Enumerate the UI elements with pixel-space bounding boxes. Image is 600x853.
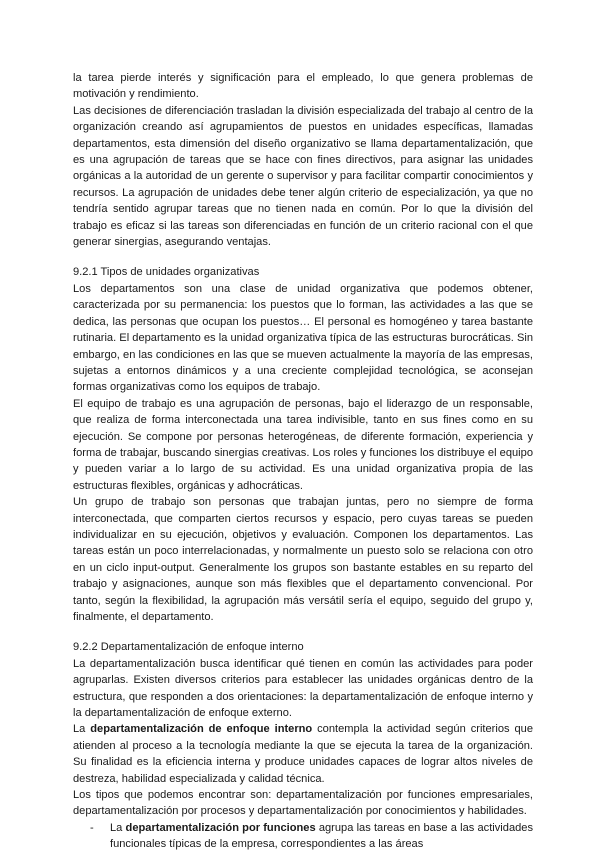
paragraph-work-team: El equipo de trabajo es una agrupación de personas, bajo el liderazgo de un responsable, que realiza de forma interconectada una tarea indivisible, tanto en sus fines como en su ejecución. Se compone por personas heterogéneas, de diferente formación, experiencia y forma de trabajar, buscando sinergias creativas. Los roles y funciones los distribuye el equipo y pueden variar a lo largo de su actividad. Es una unidad organizativa propia de las estructuras flexibles, orgánicas y adhocráticas.	[73, 397, 533, 492]
bold-term-functions: departamentalización por funciones	[125, 821, 316, 834]
text-run: contempla la actividad según criterios que atienden al proceso a la tecnología mediante la que se ejecuta la tarea de la organización. Su finalidad es la eficiencia interna y produce unidades capaces de lograr altos niveles de destreza, habilidad especializada y calidad técnica.	[73, 723, 533, 785]
text-run: agrupa las tareas en base a las actividades funcionales típicas de la empresa, correspondientes a las áreas	[110, 821, 534, 851]
section-heading-9-2-1: 9.2.1 Tipos de unidades organizativas	[73, 266, 260, 279]
paragraph-internal-focus	[73, 721, 533, 787]
bold-term-internal-focus: departamentalización de enfoque interno	[90, 723, 313, 736]
list-dash: -	[90, 821, 94, 834]
paragraph-differentiation: Las decisiones de diferenciación trasladan la división especializada del trabajo al centro de la organización creando así agrupamientos de puestos en unidades específicas, llamadas departamentos, esta dimensión del diseño organizativo se llama departamentalización, que es una agrupación de tareas que se hace con fines directivos, para asignar las unidades orgánicas a la autoridad de un gerente o supervisor y para facilitar compartir conocimientos y recursos. La agrupación de unidades debe tener algún criterio de especialización, ya que no tendría sentido agrupar tareas que no tienen nada en común. Por lo que la división del trabajo es eficaz si las tareas son diferenciadas en función de un criterio racional con el que generar sinergias, asegurando ventajas.	[73, 104, 533, 249]
paragraph-types: Los tipos que podemos encontrar son: departamentalización por funciones empresariales, departamentalización por procesos y departamentalización por conocimientos y habilidades.	[73, 789, 533, 818]
paragraph-departmentalization: La departamentalización busca identificar qué tienen en común las actividades para poder agruparlas. Existen diversos criterios para establecer las unidades orgánicas dentro de la estructura, que responden a dos orientaciones: la departamentalización de enfoque interno y la departamentalización de enfoque externo.	[73, 657, 533, 720]
text-run: La	[73, 723, 91, 736]
spacer	[73, 250, 533, 264]
paragraph-work-group: Un grupo de trabajo son personas que trabajan juntas, pero no siempre de forma interconectada, que comparten ciertos recursos y espacio, pero cuyas tareas se pueden individualizar en su ejecución, objetivos y evaluación. Componen los departamentos. Las tareas están un poco interrelacionadas, y normalmente un puesto solo se relaciona con otro en un ciclo input-output. Generalmente los grupos son bastante estables en su reparto del trabajo y asignaciones, aunque son más flexibles que el departamento convencional. Por tanto, según la flexibilidad, la agrupación más versátil sería el equipo, seguido del grupo y, finalmente, el departamento.	[73, 496, 533, 623]
spacer	[73, 625, 533, 639]
text-run: La	[110, 821, 126, 834]
document-page	[73, 70, 533, 853]
paragraph-departments: Los departamentos son una clase de unidad organizativa que podemos obtener, caracterizada por su permanencia: los puestos que lo forman, las actividades a las que se dedica, las personas que ocupan los puestos… El personal es homogéneo y tarea bastante rutinaria. El departamento es la unidad organizativa típica de las estructuras burocráticas. Sin embargo, en las condiciones en las que se mueven actualmente la mayoría de las empresas, sujetas a entornos dinámicos y a una creciente complejidad tecnológica, se aconsejan formas organizativas como los equipos de trabajo.	[73, 282, 533, 394]
paragraph-motivation: la tarea pierde interés y significación para el empleado, lo que genera problemas de motivación y rendimiento.	[73, 72, 533, 101]
section-heading-9-2-2: 9.2.2 Departamentalización de enfoque interno	[73, 641, 304, 654]
